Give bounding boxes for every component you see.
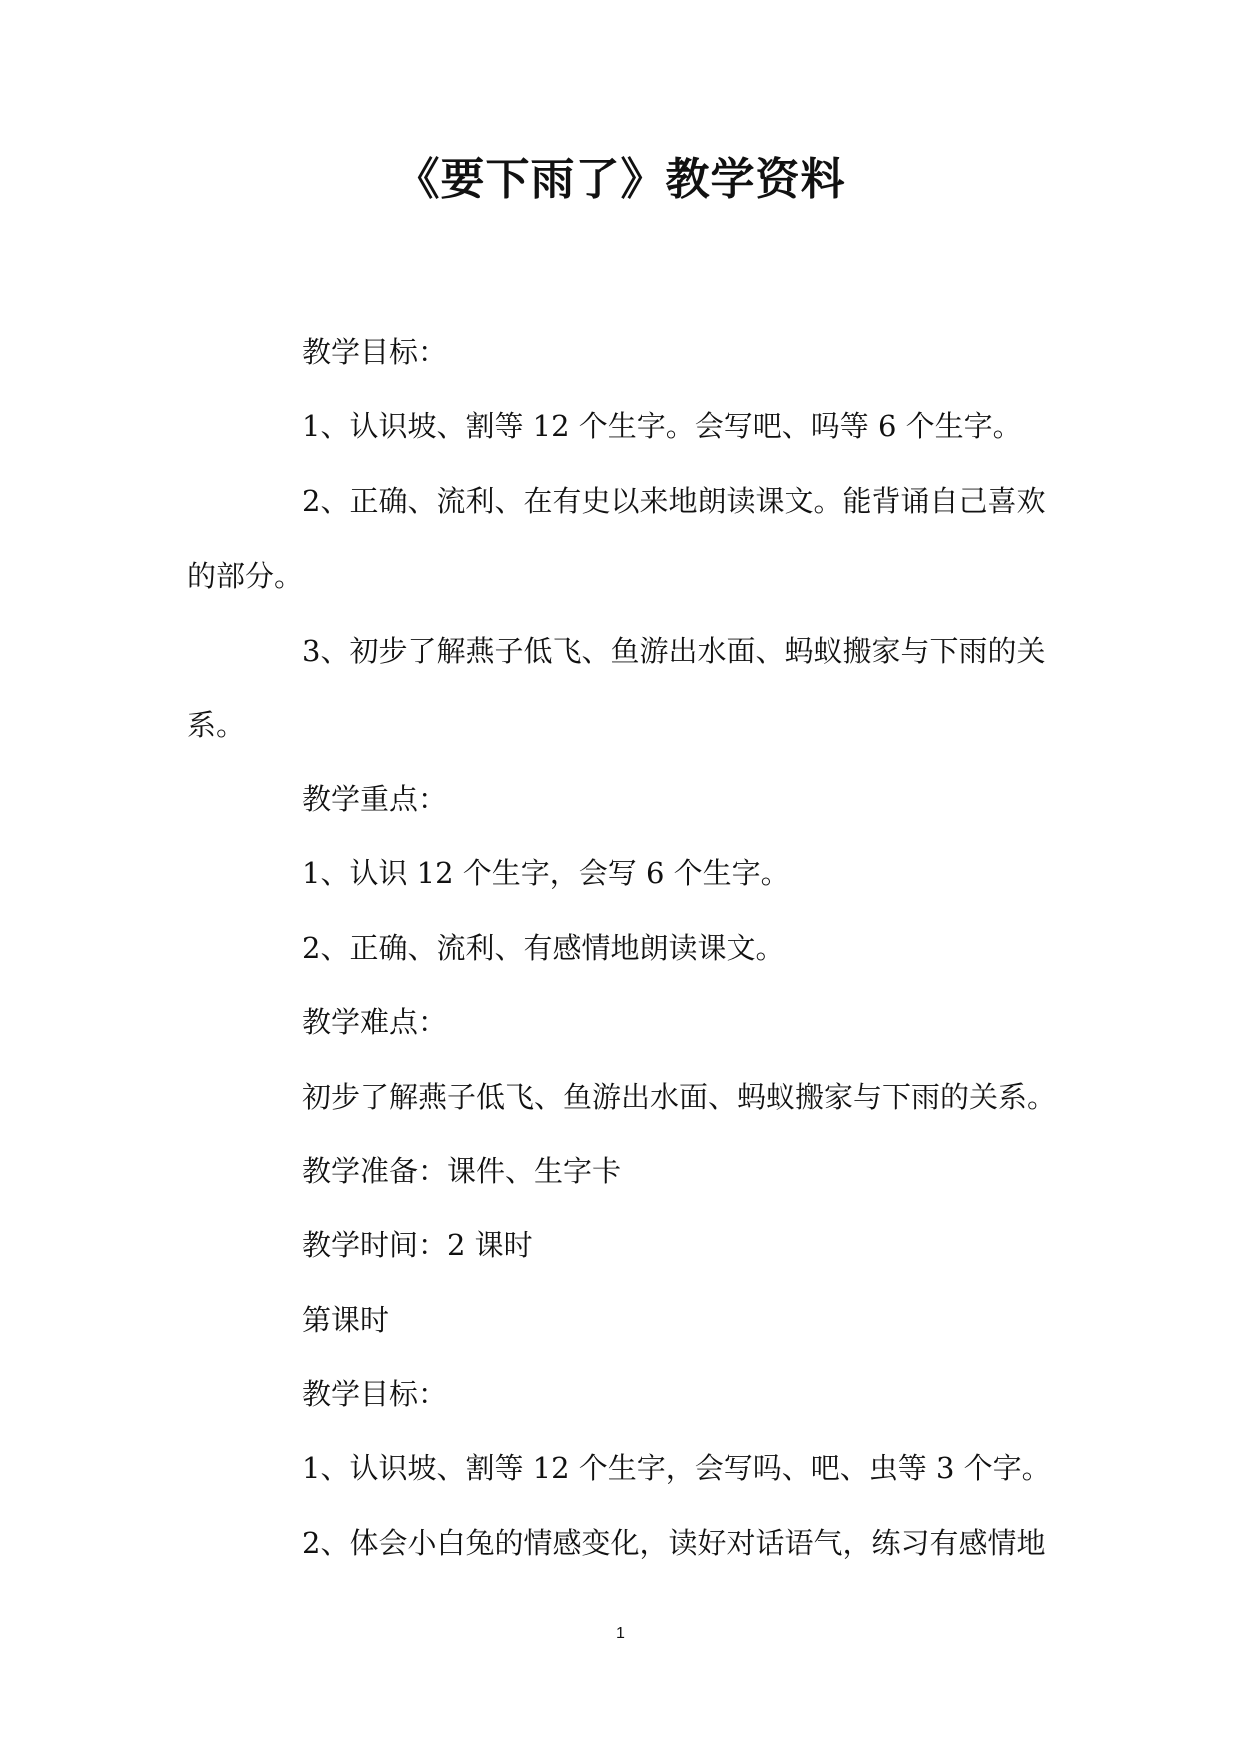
key-point-item-1: 1、认识 12 个生字，会写 6 个生字。 [302, 856, 790, 890]
heading-teaching-goals-lesson: 教学目标： [302, 1377, 448, 1411]
goal-item-2-continued: 的部分。 [187, 559, 304, 593]
goal-item-2: 2、正确、流利、在有史以来地朗读课文。能背诵自己喜欢 [302, 484, 1046, 518]
lesson-goal-item-2: 2、体会小白兔的情感变化，读好对话语气，练习有感情地 [302, 1526, 1046, 1560]
teaching-time: 教学时间：2 课时 [302, 1228, 533, 1262]
key-point-item-2: 2、正确、流利、有感情地朗读课文。 [302, 931, 785, 965]
heading-teaching-goals: 教学目标： [302, 335, 448, 369]
lesson-heading: 第课时 [302, 1303, 390, 1337]
lesson-goal-item-1: 1、认识坡、割等 12 个生字，会写吗、吧、虫等 3 个字。 [302, 1451, 1051, 1485]
page-number: 1 [616, 1625, 625, 1642]
document-title: 《要下雨了》教学资料 [395, 154, 846, 205]
heading-difficulties: 教学难点： [302, 1005, 448, 1039]
difficulty-text: 初步了解燕子低飞、鱼游出水面、蚂蚁搬家与下雨的关系。 [302, 1080, 1057, 1114]
heading-key-points: 教学重点： [302, 782, 448, 816]
teaching-preparation: 教学准备：课件、生字卡 [302, 1154, 622, 1188]
goal-item-3: 3、初步了解燕子低飞、鱼游出水面、蚂蚁搬家与下雨的关 [302, 634, 1046, 668]
goal-item-1: 1、认识坡、割等 12 个生字。会写吧、吗等 6 个生字。 [302, 409, 1022, 443]
goal-item-3-continued: 系。 [187, 708, 246, 742]
